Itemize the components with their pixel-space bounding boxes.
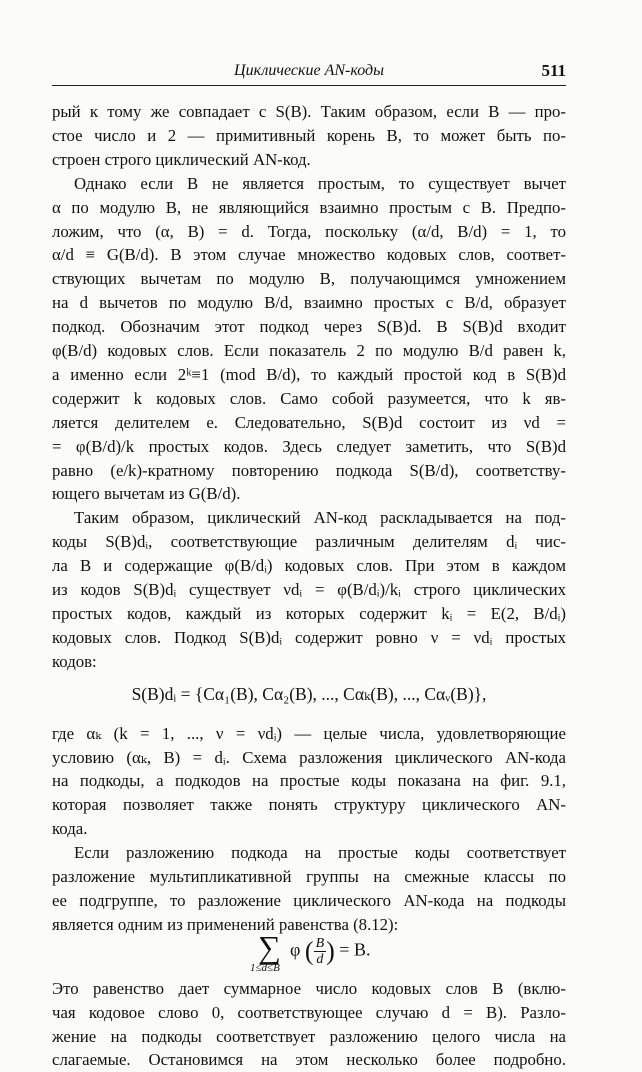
fraction-numerator: B <box>315 935 325 951</box>
text-line: ложим, что (α, B) = d. Тогда, поскольку (α/d, B/d) = 1, то <box>52 221 566 241</box>
sum-symbol: ∑ <box>258 928 281 965</box>
header-title: Циклические AN-коды <box>234 62 384 79</box>
text-line: подкод. Обозначим этот подкод через S(B)d. В S(B)d входит <box>52 317 566 337</box>
text-line: Это равенство дает суммарное число кодовых слов B (вклю- <box>52 978 566 998</box>
text-line: где αₖ (k = 1, ..., ν = νdᵢ) — целые числа, удовлетворяющие <box>52 723 566 743</box>
text-line: условию (αₖ, B) = dᵢ. Схема разложения циклического AN-кода <box>52 747 566 767</box>
text-line: на подкоды, а подкодов на простые коды показана на фиг. 9.1, <box>52 771 566 791</box>
running-header <box>52 60 566 86</box>
text-line: Однако если B не является простым, то существует вычет <box>74 173 566 193</box>
header-rule <box>52 85 566 86</box>
text-line: а именно если 2ᵏ≡1 (mod B/d), то каждый простой код в S(B)d <box>52 364 566 384</box>
text-line: кода. <box>52 819 88 839</box>
text-line: из кодов S(B)dᵢ существует νdᵢ = φ(B/dᵢ)/kᵢ строго циклических <box>52 580 566 599</box>
text-line: ляется делителем e. Следовательно, S(B)d состоит из νd = <box>52 412 566 432</box>
text-line: стое число и 2 — примитивный корень B, то может быть по- <box>52 125 566 145</box>
sum-limits: 1≤d≤B <box>250 961 280 974</box>
text-line: ющего вычетам из G(B/d). <box>52 484 241 504</box>
text-line: коды S(B)dᵢ, соответствующие различным делителям dᵢ чис- <box>52 532 566 552</box>
phi-symbol: φ <box>290 939 301 960</box>
text-line: является одним из применений равенства (8.12): <box>52 914 399 934</box>
text-line: которая позволяет также понять структуру циклического AN- <box>52 795 566 815</box>
text-line: ла B и содержащие φ(B/dᵢ) кодовых слов. При этом в каждом <box>52 556 566 576</box>
text-line: строен строго циклический AN-код. <box>52 149 311 169</box>
text-line: простых кодов, каждый из которых содержит kᵢ = E(2, B/dᵢ) <box>52 603 566 623</box>
text-line: равно (e/k)-кратному повторению подкода S(B/d), соответству- <box>52 460 566 480</box>
text-line: жение на подкоды соответствует разложению целого числа на <box>52 1026 566 1046</box>
text-line: содержит k кодовых слов. Само собой разумеется, что k яв- <box>52 388 566 408</box>
text-line: ее подгруппе, то разложение циклического AN-кода на подкоды <box>52 890 566 910</box>
fraction <box>314 936 327 967</box>
text-line: слагаемые. Остановимся на этом несколько более подробно. <box>52 1050 566 1070</box>
text-line: кодовых слов. Подкод S(B)dᵢ содержит ровно ν = νdᵢ простых <box>52 627 566 647</box>
text-line: разложение мультипликативной группы на смежные классы по <box>52 867 566 886</box>
text-line: φ(B/d) кодовых слов. Если показатель 2 по модулю B/d равен k, <box>52 341 566 360</box>
text-line: Таким образом, циклический AN-код раскладывается на под- <box>74 508 566 528</box>
subcode-set-formula: S(B)dᵢ = {Cα₁(B), Cα₂(B), ..., Cαₖ(B), ..., Cαᵥ(B)}, <box>131 683 487 704</box>
text-line: ствующих вычетам по модулю B, получающимся умножением <box>52 269 566 289</box>
sum-formula <box>250 928 400 983</box>
text-line: Если разложению подкода на простые коды соответствует <box>74 843 566 863</box>
sum-result: = B. <box>339 939 371 960</box>
text-line: чая кодовое слово 0, соответствующее случаю d = B). Разло- <box>52 1002 566 1022</box>
text-line: на d вычетов по модулю B/d, взаимно простых с B/d, образует <box>52 293 566 313</box>
sum-expression: φ ( $\frac{B}{d}$ ) = B. <box>290 935 371 967</box>
page-number: 511 <box>541 61 566 80</box>
text-line: = φ(B/d)/k простых кодов. Здесь следует заметить, что S(B)d <box>52 436 566 456</box>
text-line: α/d ≡ G(B/d). В этом случае множество кодовых слов, соответ- <box>52 245 566 265</box>
text-line: кодов: <box>52 651 97 671</box>
text-line: α по модулю B, не являющийся взаимно простым с B. Предпо- <box>52 197 566 217</box>
text-line: рый к тому же совпадает с S(B). Таким образом, если B — про- <box>52 102 566 121</box>
fraction-denominator: d <box>316 951 324 967</box>
